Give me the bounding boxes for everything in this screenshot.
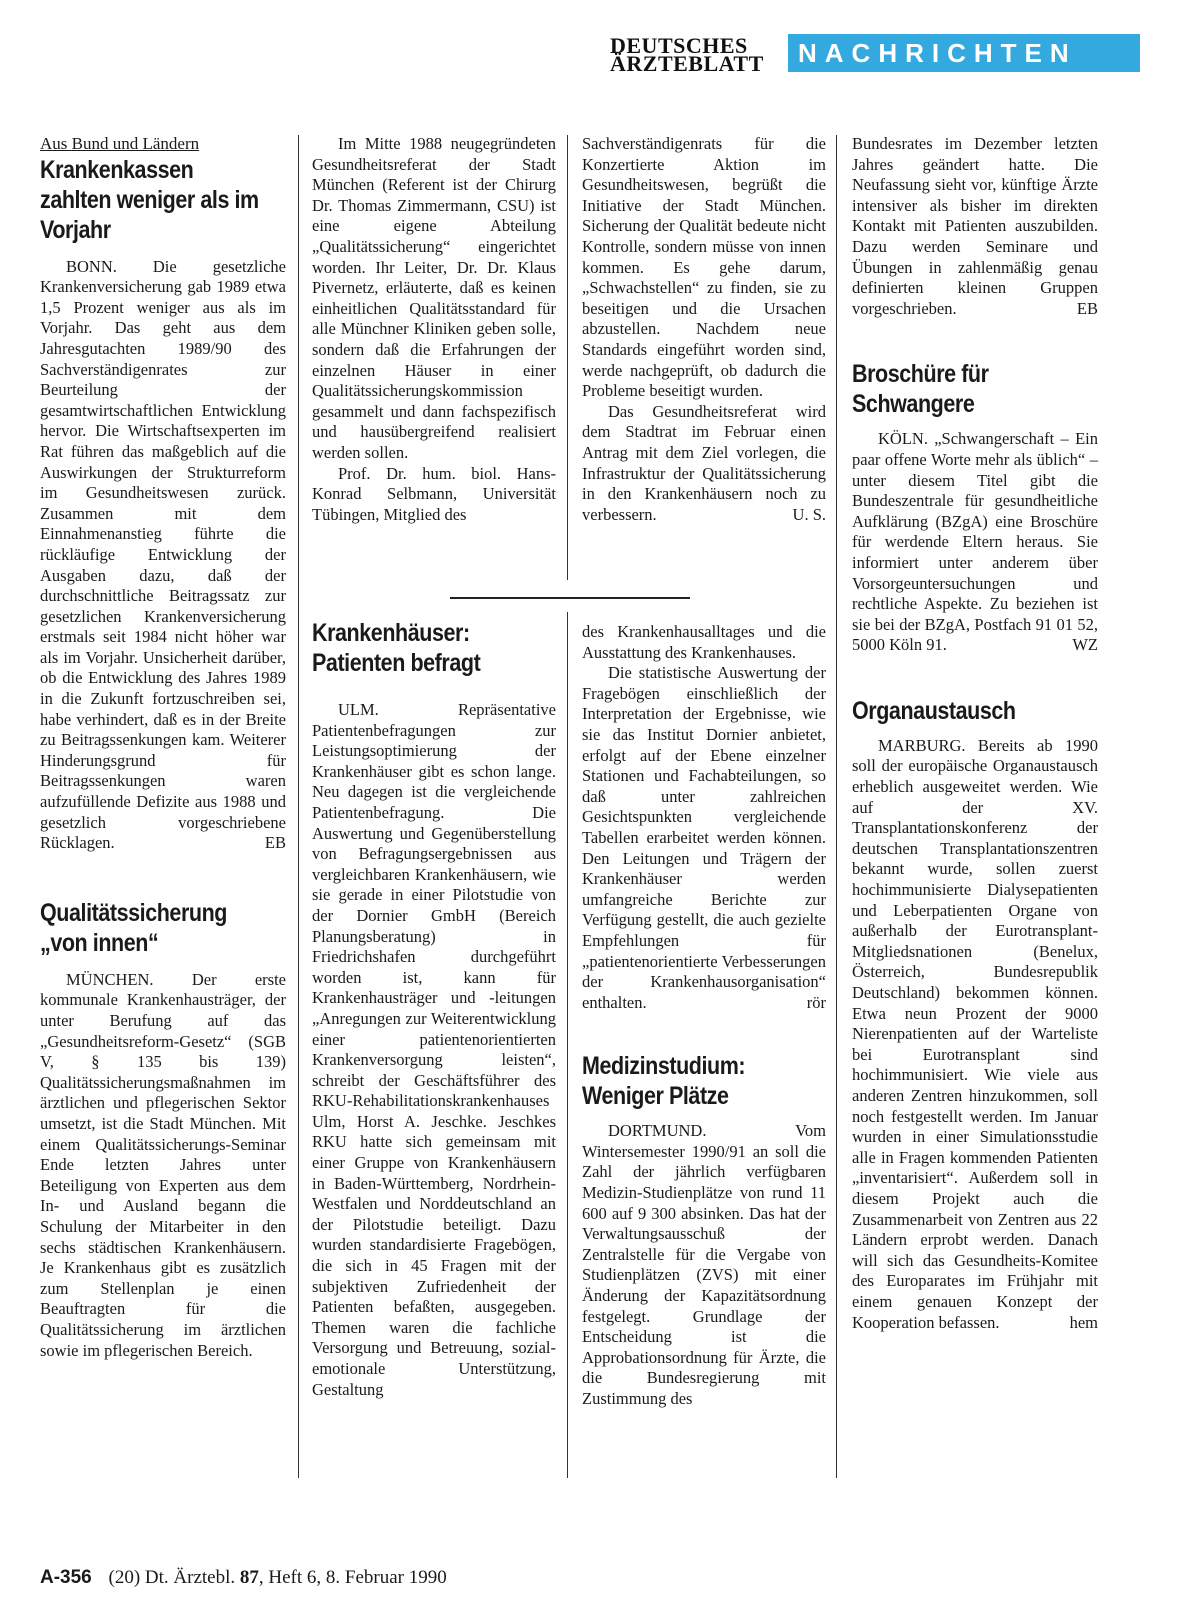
author-initials: rör [806,992,826,1012]
article-separator [450,597,690,599]
column-3-bottom [582,622,826,1410]
page-number: A-356 [40,1567,92,1588]
article-body-qualitaetssicherung-p3: Prof. Dr. hum. biol. Hans-Konrad Selbmann, Universität Tübingen, Mitglied des [312,463,556,524]
article-body-broschuere: KÖLN. „Schwangerschaft – Ein paar offene Worte mehr als üblich“ – unter diesem Titel gibt die Bundeszentrale für gesundheitliche Aufklärung (BZgA) eine Broschüre für werdende Eltern heraus. Sie informiert unter anderem über Vorsorgeuntersuchungen und rechtliche Aspekte. Zu beziehen ist sie bei der BZgA, Postfach 91 01 52, 5000 Köln 91. WZ [852,429,1098,655]
author-initials: WZ [1072,635,1098,655]
article-body-qualitaetssicherung-p1: MÜNCHEN. Der erste kommunale Krankenhausträger, der unter Berufung auf das „Gesundheitsreform-Gesetz“ (SGB V, § 135 bis 139) Qualitätssicherungsmaßnahmen im ärztlichen und pflegerischen Sektor umsetzt, ist die Stadt München. Mit einem Qualitätssicherungs-Seminar Ende letzten Jahres unter Beteiligung von Experten aus dem In- und Ausland begann die Schulung der Mitarbeiter in den sechs städtischen Krankenhäusern. Je Krankenhaus gibt es zusätzlich zum Stellenplan je einen Beauftragten für die Qualitätssicherung im ärztlichen sowie im pflegerischen Bereich. [40,969,286,1360]
headline-medizinstudium: Medizinstudium: Weniger Plätze [582,1052,746,1111]
rubric: Aus Bund und Ländern [40,134,200,153]
brand-name-line1: DEUTSCHES [610,33,748,58]
author-initials: U. S. [792,504,826,524]
article-body-medizinstudium: DORTMUND. Vom Wintersemester 1990/91 an soll die Zahl der jährlich verfügbaren Medizin-Studienplätze von rund 11 600 auf 9 300 absinken. Das hat der Verwaltungsausschuß der Zentralstelle für die Vergabe von Studienplätzen (ZVS) mit einer Änderung der Kapazitätsordnung festgelegt. Grundlage der Entscheidung ist die Approbationsordnung für Ärzte, die die Bundesregierung mit Zustimmung des [582,1121,826,1408]
column-rule [298,135,299,1478]
headline-organaustausch: Organaustausch [852,696,1016,725]
section-badge: NACHRICHTEN [788,34,1140,72]
citation-prefix: (20) Dt. Ärztebl. [108,1567,236,1588]
article-body-qualitaetssicherung-p3-cont: Sachverständigenrats für die Konzertierte Aktion im Gesundheitswesen, begrüßt die Initiative der Stadt München. Sicherung der Qualität bedeute nicht Kontrolle, sondern müsse von innen kommen. Es gehe darum, „Schwachstellen“ zu finden, sie zu beseitigen und die Ursachen abzustellen. Nachdem neue Standards eingeführt worden sind, werde nachgeprüft, ob dadurch die Probleme beseitigt wurden. [582,134,826,401]
column-rule [836,135,837,1478]
citation-suffix: , Heft 6, 8. Februar 1990 [258,1567,447,1588]
headline-broschuere: Broschüre für Schwangere [852,360,989,419]
column-1 [40,134,286,1361]
column-3-top [582,134,826,525]
article-body-qualitaetssicherung-p2: Im Mitte 1988 neugegründeten Gesundheitsreferat der Stadt München (Referent ist der Chirurg Dr. Thomas Zimmermann, CSU) ist eine eigene Abteilung „Qualitätssicherung“ eingerichtet worden. Ihr Leiter, Dr. Dr. Klaus Pivernetz, erläuterte, daß es keinen einheitlichen Qualitätsstandard für alle Münchner Kliniken geben solle, sondern daß die Erfahrungen der einzelnen Häuser in einer Qualitätssicherungskommission gesammelt und dann fachspezifisch und hausübergreifend realisiert werden sollen. [312,134,556,462]
brand-name-line2: ÄRZTEBLATT [610,51,764,76]
headline-krankenhaeuser: Krankenhäuser: Patienten befragt [312,619,481,677]
column-rule [567,612,568,1478]
volume-number: 87 [239,1567,259,1588]
column-2-top [312,134,556,525]
article-body-medizinstudium-cont: Bundesrates im Dezember letzten Jahres geändert hatte. Die Neufassung sieht vor, künftige Ärzte intensiver als bisher im direkten Kontakt mit Patienten auszubilden. Dazu werden Seminare und Übungen in zahlenmäßig genau definierten kleinen Gruppen vorgeschrieben. EB [852,134,1098,318]
author-initials: hem [1069,1312,1098,1332]
headline-krankenkassen: Krankenkassen zahlten weniger als im Vorjahr [40,155,259,244]
column-rule [567,135,568,580]
author-initials: EB [1076,298,1098,318]
article-body-organaustausch: MARBURG. Bereits ab 1990 soll der europäische Organaustausch erheblich ausgeweitet werden. Wie auf der XV. Transplantationskonferenz der deutschen Transplantationszentren bekannt wurde, sollen zuerst hochimmunisierte Dialysepatienten und Leberpatienten Organe von außerhalb der Eurotransplant-Mitgliedsnationen (Benelux, Österreich, Bundesrepublik Deutschland) bekommen können. Etwa neun Prozent der 9000 Nierenpatienten auf der Warteliste bei Eurotransplant sind hochimmunisiert. Wie viele aus anderen Zentren hinzukommen, soll noch festgestellt werden. Im Januar wurden in einer Simulationsstudie alle in Fragen kommenden Patienten „inventarisiert“. Außerdem soll in diesem Projekt auch die Zusammenarbeit von Zentren aus 22 Ländern erprobt werden. Danach will sich das Gesundheits-Komitee des Europarates im Frühjahr mit einem genauen Konzept der Kooperation befassen. hem [852,735,1098,1332]
article-body-krankenhaeuser-p1: ULM. Repräsentative Patientenbefragungen zur Leistungsoptimierung der Krankenhäuser gibt es schon lange. Neu dagegen ist die vergleichende Patientenbefragung. Die Auswertung und Gegenüberstellung von Befragungsergebnissen aus vergleichbaren Krankenhäusern, wie sie gerade in einer Pilotstudie von der Dornier GmbH (Bereich Planungsberatung) in Friedrichshafen durchgeführt worden ist, kann für Krankenhausträger und -leitungen „Anregungen zur Weiterentwicklung einer patientenorientierten Krankenversorgung leisten“, schreibt der Geschäftsführer des RKU-Rehabilitationskrankenhauses Ulm, Horst A. Jeschke. Jeschkes RKU hatte sich gemeinsam mit einer Gruppe von Krankenhäusern in Baden-Württemberg, Nordrhein-Westfalen und Norddeutschland an der Pilotstudie beteiligt. Dazu wurden standardisierte Fragebögen, die sich in 45 Fragen mit der subjektiven Zufriedenheit der Patienten befaßten, ausgegeben. Themen waren die fachliche Versorgung und Betreuung, sozial-emotionale Unterstützung, Gestaltung [312,700,556,1399]
page-footer [40,1567,447,1589]
column-4 [852,134,1098,1333]
article-body-qualitaetssicherung-p4: Das Gesundheitsreferat wird dem Stadtrat im Februar einen Antrag mit dem Ziel vorlegen, die Infrastruktur der Qualitätssicherung in den Krankenhäusern noch zu verbessern. U. S. [582,401,826,524]
author-initials: EB [264,833,286,853]
headline-qualitaetssicherung: Qualitätssicherung „von innen“ [40,898,228,957]
masthead [610,34,1140,74]
column-2-bottom [312,618,556,1400]
article-body-krankenhaeuser-p1-cont: des Krankenhausalltages und die Ausstattung des Krankenhauses. [582,622,826,662]
article-body-krankenkassen: BONN. Die gesetzliche Krankenversicherung gab 1989 etwa 1,5 Prozent weniger aus als im Vorjahr. Das geht aus dem Jahresgutachten 1989/90 des Sachverständigenrates zur Beurteilung der gesamtwirtschaftlichen Entwicklung hervor. Die Wirtschaftsexperten im Rat führen das maßgeblich auf die Auswirkungen der Strukturreform im Gesundheitswesen zurück. Zusammen mit dem Einnahmenanstieg führte die rückläufige Entwicklung der Ausgaben dazu, daß der durchschnittliche Beitragssatz zur gesetzlichen Krankenversicherung erstmals seit 1984 nicht höher war als im Vorjahr. Unsicherheit darüber, ob die Entwicklung des Jahres 1989 in die Zukunft fortzuschreiben sei, habe verhindert, daß es in der Breite zu Beitragssenkungen kam. Weiterer Hinderungsgrund für Beitragssenkungen waren aufzufüllende Defizite aus 1988 und gesetzlich vorgeschriebene Rücklagen. EB [40,256,286,853]
article-body-krankenhaeuser-p2: Die statistische Auswertung der Fragebögen einschließlich der Interpretation der Ergebnisse, wie sie das Institut Dornier anbietet, erfolgt auf der Ebene einzelner Stationen und Fachabteilungen, so daß unter zahlreichen Gesichtspunkten vergleichende Tabellen erarbeitet werden können. Den Leitungen und Trägern der Krankenhäuser werden umfangreiche Berichte zur Verfügung gestellt, die auch gezielte Empfehlungen für „patientenorientierte Verbesserungen der Krankenhausorganisation“ enthalten. rör [582,663,826,1012]
